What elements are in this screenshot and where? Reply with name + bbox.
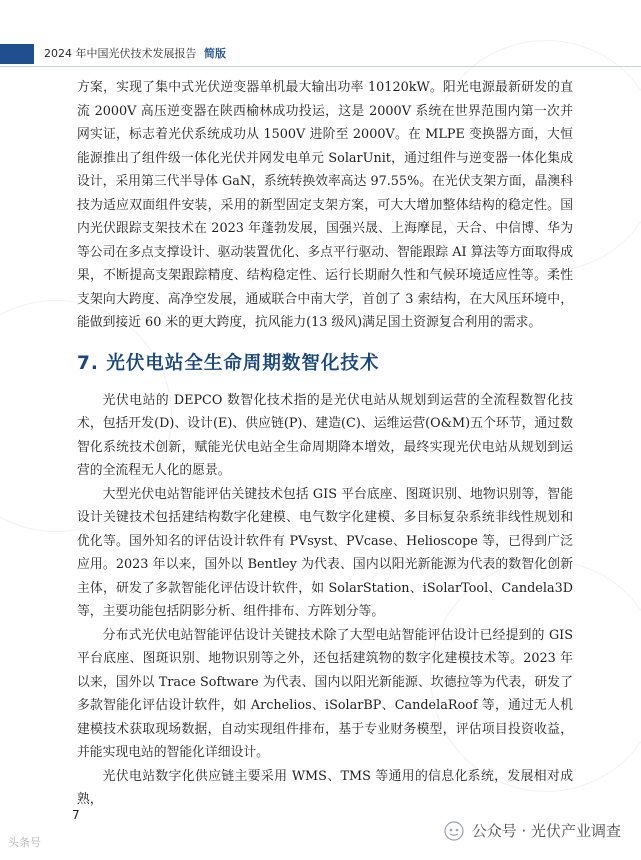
report-title: 2024 年中国光伏技术发展报告 — [44, 47, 197, 60]
page-body — [77, 76, 573, 812]
running-header — [44, 44, 226, 64]
section-heading: 7. 光伏电站全生命周期数智化技术 — [77, 352, 380, 374]
body-paragraph: 分布式光伏电站智能评估设计关键技术除了大型电站智能评估设计已经提到的 GIS 平台底座、图斑识别、地物识别等之外，还包括建筑物的数字化建模技术等。2023 年以来，国外以 Trace Software 为代表、国内以阳光新能源、坎德拉等为代表，研发了多款智能化评估设计软件，如 Archelios、iSolarBP、CandelaRoof 等，通过无人机建模技术获取现场数据，自动实现组件排布，基于专业财务模型，评估项目投资收益，并能实现电站的智能化详细设计。 — [77, 627, 573, 760]
source-watermark: 头条号 — [8, 836, 41, 849]
body-paragraph: 光伏电站的 DEPCO 数智化技术指的是光伏电站从规划到运营的全流程数智化技术，包括开发(D)、设计(E)、供应链(P)、建造(C)、运维运营(O&M)五个环节，通过数智化系统技术创新，赋能光伏电站全生命周期降本增效，最终实现光伏电站从规划到运营的全流程无人化的愿景。 — [77, 392, 573, 478]
edition-label: 简版 — [204, 47, 226, 60]
body-paragraph: 大型光伏电站智能评估关键技术包括 GIS 平台底座、图斑识别、地物识别等，智能设计关键技术包括建结构数字化建模、电气数字化建模、多目标复杂系统非线性规划和优化等。国外知名的评估设计软件有 PVsyst、PVcase、Helioscope 等，已得到广泛应用。2023 年以来，国外以 Bentley 为代表、国内以阳光新能源为代表的数智化创新主体，研发了多款智能化评估设计软件，如 SolarStation、iSolarTool、Candela3D 等，主要功能包括阴影分析、组件排布、方阵划分等。 — [77, 486, 573, 619]
header-accent-bar — [0, 44, 34, 64]
wechat-account-label — [444, 820, 621, 841]
continued-paragraph: 方案，实现了集中式光伏逆变器单机最大输出功率 10120kW。阳光电源最新研发的直流 2000V 高压逆变器在陕西榆林成功投运，这是 2000V 系统在世界范围内第一次并网实证，标志着光伏系统成功从 1500V 进阶至 2000V。在 MLPE 变换器方面，大恒能源推出了组件级一体化光伏并网发电单元 SolarUnit，通过组件与逆变器一体化集成设计，采用第三代半导体 GaN，系统转换效率高达 97.55%。在光伏支架方面，晶澳科技为适应双面组件安装，采用的新型固定支架方案，可大大增加整体结构的稳定性。国内光伏跟踪支架技术在 2023 年蓬勃发展，国强兴晟、上海摩昆，天合、中信博、华为等公司在多点支撑设计、驱动装置优化、多点平行驱动、智能跟踪 AI 算法等方面取得成果，不断提高支架跟踪精度、结构稳定性、运行长期耐久性和气候环境适应性等。柔性支架向大跨度、高净空发展，通威联合中南大学，首创了 3 索结构，在大风压环境中，能做到接近 60 米的更大跨度，抗风能力(13 级风)满足国土资源复合利用的需求。 — [77, 80, 573, 330]
page-number: 7 — [72, 808, 80, 822]
wechat-account-text: 公众号 · 光伏产业调查 — [471, 822, 621, 840]
header-divider — [0, 66, 641, 67]
body-paragraph: 光伏电站数字化供应链主要采用 WMS、TMS 等通用的信息化系统，发展相对成熟， — [77, 768, 573, 807]
wechat-icon — [444, 821, 464, 841]
